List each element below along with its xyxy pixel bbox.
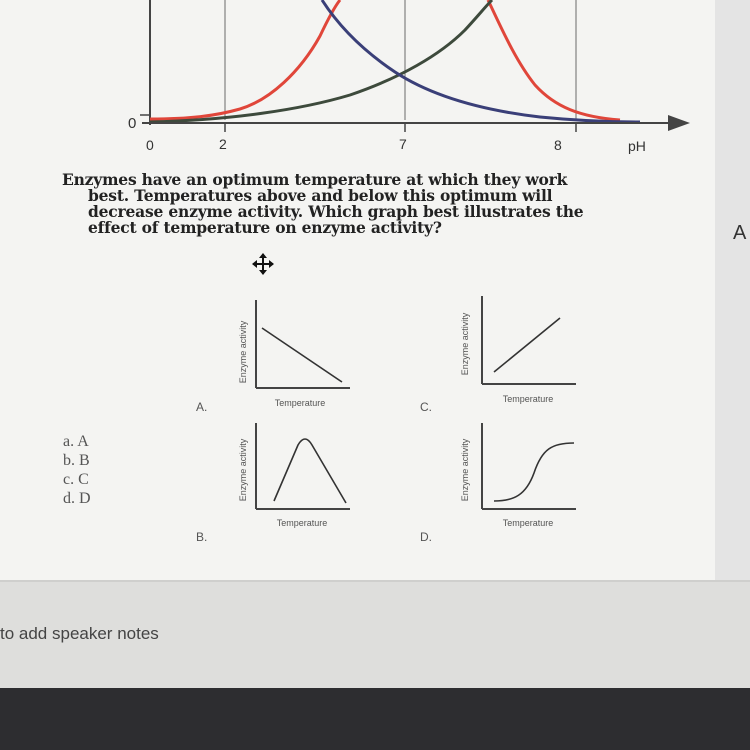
choice-d[interactable]: d. D [63, 490, 91, 507]
mini-graph-c-letter: C. [420, 400, 432, 414]
question-text [62, 172, 702, 236]
mini-graph-a-xlabel: Temperature [274, 398, 326, 408]
question-line-2: best. Temperatures above and below this optimum will [88, 186, 553, 205]
adjacent-panel [715, 0, 750, 580]
adjacent-panel-letter: A [733, 222, 747, 244]
ph-activity-graph [0, 0, 715, 160]
mini-graph-d-xlabel: Temperature [502, 518, 554, 528]
choice-c[interactable]: c. C [63, 471, 89, 488]
x-axis-arrow [668, 115, 690, 131]
notes-divider[interactable] [0, 580, 750, 582]
move-cursor-icon [252, 253, 274, 275]
answer-choices [63, 432, 91, 508]
mini-graph-b[interactable] [230, 415, 360, 540]
mini-graph-d[interactable] [452, 415, 582, 540]
mini-graph-d-ylabel: Enzyme activity [460, 438, 470, 502]
question-line-3: decrease enzyme activity. Which graph best illustrates the [88, 202, 584, 221]
choice-b[interactable]: b. B [63, 452, 90, 469]
red-curve-descending [488, 0, 620, 120]
mini-graph-b-letter: B. [196, 530, 208, 544]
question-line-1: Enzymes have an optimum temperature at which they work [62, 170, 568, 189]
mini-graph-c-line [494, 318, 560, 372]
y-zero-label: 0 [128, 115, 137, 132]
x-tick-label-0: 0 [146, 137, 154, 153]
mini-graph-b-line [274, 439, 346, 503]
mini-graph-b-ylabel: Enzyme activity [238, 438, 248, 502]
x-tick-label-2: 2 [219, 136, 227, 152]
speaker-notes-placeholder[interactable]: to add speaker notes [0, 624, 159, 643]
blue-curve [322, 0, 640, 122]
mini-graph-c[interactable] [452, 288, 582, 413]
mini-graph-a-line [262, 328, 342, 382]
dark-green-curve [150, 0, 492, 122]
choice-a[interactable]: a. A [63, 433, 89, 450]
question-line-4: effect of temperature on enzyme activity? [88, 218, 442, 237]
x-tick-label-8: 8 [554, 137, 562, 153]
mini-graph-b-xlabel: Temperature [276, 518, 328, 528]
red-curve [150, 0, 340, 119]
mini-graph-d-line [494, 443, 574, 501]
bottom-bar [0, 688, 750, 750]
mini-graph-c-xlabel: Temperature [502, 394, 554, 404]
mini-graph-a-ylabel: Enzyme activity [238, 320, 248, 384]
x-tick-label-7: 7 [399, 136, 407, 152]
x-axis-label-ph: pH [628, 138, 646, 154]
mini-graph-a-letter: A. [196, 400, 208, 414]
mini-graph-a[interactable] [230, 290, 360, 415]
mini-graph-d-letter: D. [420, 530, 432, 544]
mini-graph-c-ylabel: Enzyme activity [460, 312, 470, 376]
